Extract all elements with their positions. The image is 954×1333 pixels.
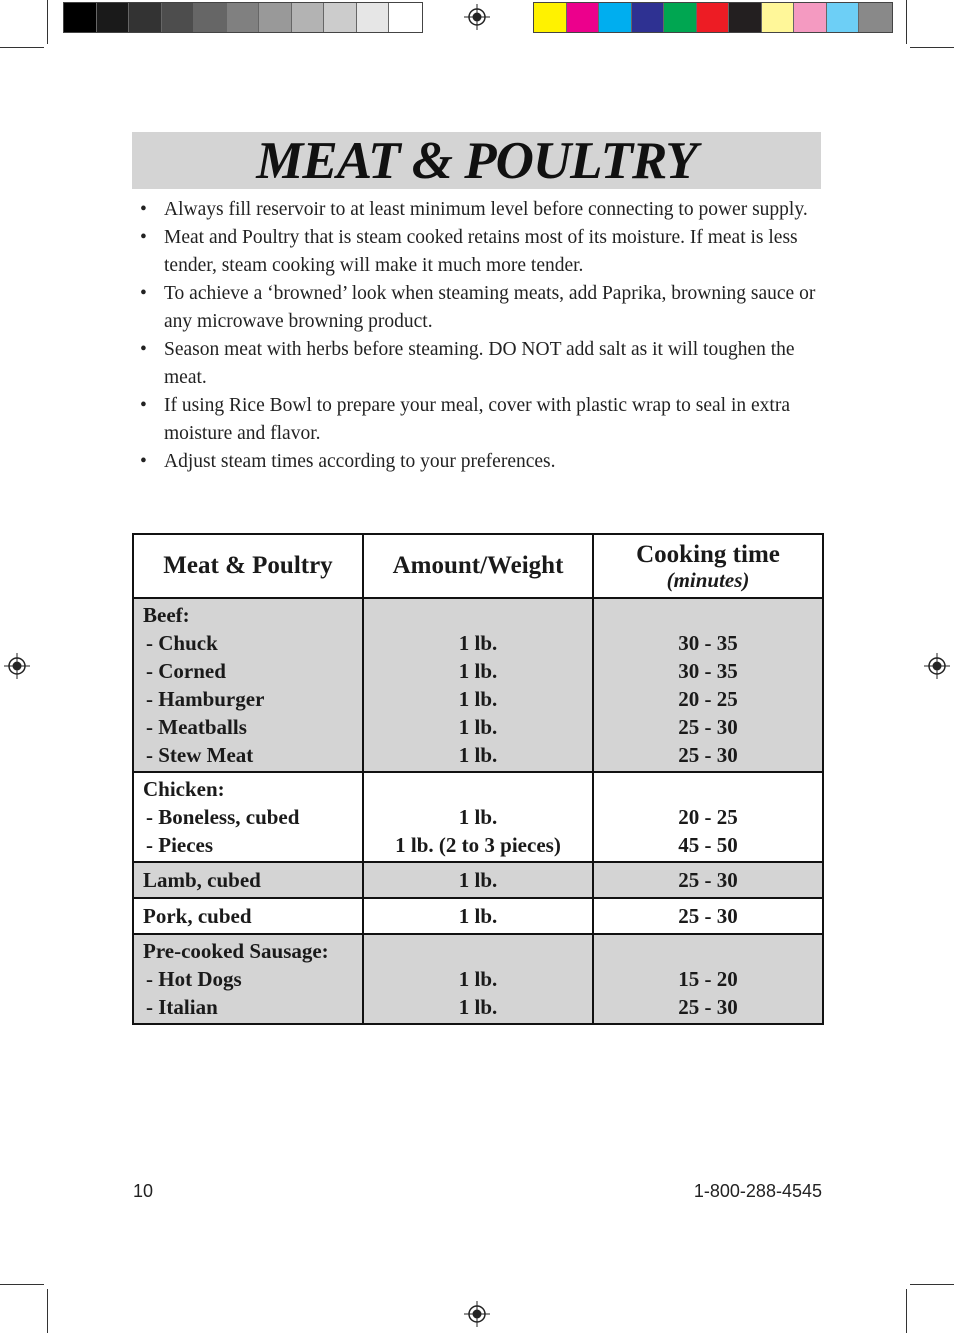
header-amount-weight: Amount/Weight [363,534,593,598]
spacer [364,601,592,629]
cell-beef-names [133,598,363,772]
color-swatch [357,3,390,32]
color-swatch [324,3,357,32]
spacer [594,937,822,965]
header-meat-poultry: Meat & Poultry [133,534,363,598]
color-swatch [97,3,130,32]
item-time: 30 - 35 [678,659,738,683]
color-swatch [859,3,892,32]
color-swatch [664,3,697,32]
item-time: 20 - 25 [678,687,738,711]
color-swatch [794,3,827,32]
crop-mark [0,47,44,48]
item-name: Lamb, cubed [133,862,363,898]
item-amount: 1 lb. [363,862,593,898]
bullet-icon: • [140,451,147,472]
color-swatch [64,3,97,32]
color-swatch [697,3,730,32]
color-swatch [389,3,422,32]
tip-text: If using Rice Bowl to prepare your meal, cover with plastic wrap to seal in extra moisture and flavor. [164,395,790,444]
item-time: 15 - 20 [678,967,738,991]
item-name: - Stew Meat [146,743,254,767]
item-name: - Italian [146,995,218,1019]
crop-mark [47,0,48,44]
cooking-time-table [132,533,824,1025]
table-row-beef [133,598,823,772]
crop-mark [906,1289,907,1333]
tip-item [140,336,830,392]
bullet-icon: • [140,227,147,248]
cell-sausage-times [593,934,823,1024]
tips-list [140,196,830,476]
tip-text: Season meat with herbs before steaming. DO NOT add salt as it will toughen the meat. [164,339,795,388]
item-amount: 1 lb. (2 to 3 pieces) [395,833,561,857]
color-swatch [567,3,600,32]
color-swatch [194,3,227,32]
item-amount: 1 lb. [458,743,498,767]
item-time: 25 - 30 [678,743,738,767]
item-time: 45 - 50 [678,833,738,857]
registration-mark-icon [464,1301,490,1327]
item-amount: 1 lb. [458,687,498,711]
spacer [594,601,822,629]
tip-text: Meat and Poultry that is steam cooked retains most of its moisture. If meat is less tender, steam cooking will make it much more tender. [164,227,798,276]
tip-item [140,280,830,336]
item-time: 25 - 30 [678,995,738,1019]
registration-mark-icon [4,653,30,679]
crop-mark [47,1289,48,1333]
cell-chicken-amounts [363,772,593,862]
title-band [132,132,821,189]
cell-chicken-names [133,772,363,862]
header-minutes-label: (minutes) [666,568,750,592]
item-amount: 1 lb. [458,805,498,829]
color-swatch [162,3,195,32]
color-swatch [827,3,860,32]
tip-item [140,224,830,280]
header-cooking-time-label: Cooking time [636,541,780,568]
cell-beef-times [593,598,823,772]
crop-mark [906,0,907,44]
item-time: 25 - 30 [678,715,738,739]
table-row-pork [133,898,823,934]
table-row-lamb [133,862,823,898]
item-name: - Chuck [146,631,218,655]
item-name: - Corned [146,659,226,683]
item-name: - Pieces [146,833,214,857]
bullet-icon: • [140,339,147,360]
cell-sausage-amounts [363,934,593,1024]
item-amount: 1 lb. [458,715,498,739]
tip-text: Adjust steam times according to your preferences. [164,451,556,472]
group-title-chicken: Chicken: [143,777,225,801]
table-header-row [133,534,823,598]
item-time: 25 - 30 [593,898,823,934]
color-swatch [129,3,162,32]
group-title-beef: Beef: [143,603,190,627]
color-swatch [292,3,325,32]
spacer [364,937,592,965]
bullet-icon: • [140,395,147,416]
grayscale-color-bar [63,2,423,33]
cell-chicken-times [593,772,823,862]
color-swatch [259,3,292,32]
tip-item [140,196,830,224]
registration-mark-icon [924,653,950,679]
crop-mark [0,1284,44,1285]
color-swatch [729,3,762,32]
item-name: - Meatballs [146,715,247,739]
bullet-icon: • [140,283,147,304]
color-swatch [762,3,795,32]
item-amount: 1 lb. [458,967,498,991]
header-cooking-time [593,534,823,598]
item-time: 30 - 35 [678,631,738,655]
item-time: 20 - 25 [678,805,738,829]
tip-item [140,392,830,448]
item-name: - Boneless, cubed [146,805,300,829]
tip-item [140,448,830,476]
item-name: - Hamburger [146,687,265,711]
item-name: - Hot Dogs [146,967,242,991]
item-amount: 1 lb. [363,898,593,934]
color-swatch [534,3,567,32]
crop-mark [910,47,954,48]
item-amount: 1 lb. [458,659,498,683]
item-time: 25 - 30 [593,862,823,898]
spacer [594,775,822,803]
page-title: MEAT & POULTRY [256,131,697,190]
registration-mark-icon [464,4,490,30]
color-swatch [632,3,665,32]
spacer [364,775,592,803]
table-row-chicken [133,772,823,862]
item-amount: 1 lb. [458,995,498,1019]
cell-beef-amounts [363,598,593,772]
process-color-bar [533,2,893,33]
table-row-sausage [133,934,823,1024]
color-swatch [227,3,260,32]
color-swatch [599,3,632,32]
tip-text: To achieve a ‘browned’ look when steaming meats, add Paprika, browning sauce or any microwave browning product. [164,283,816,332]
item-name: Pork, cubed [133,898,363,934]
group-title-sausage: Pre-cooked Sausage: [143,939,329,963]
bullet-icon: • [140,199,147,220]
phone-number: 1-800-288-4545 [693,1181,822,1201]
page-number: 10 [133,1181,154,1201]
crop-mark [910,1284,954,1285]
item-amount: 1 lb. [458,631,498,655]
tip-text: Always fill reservoir to at least minimum level before connecting to power supply. [164,199,808,220]
cell-sausage-names [133,934,363,1024]
